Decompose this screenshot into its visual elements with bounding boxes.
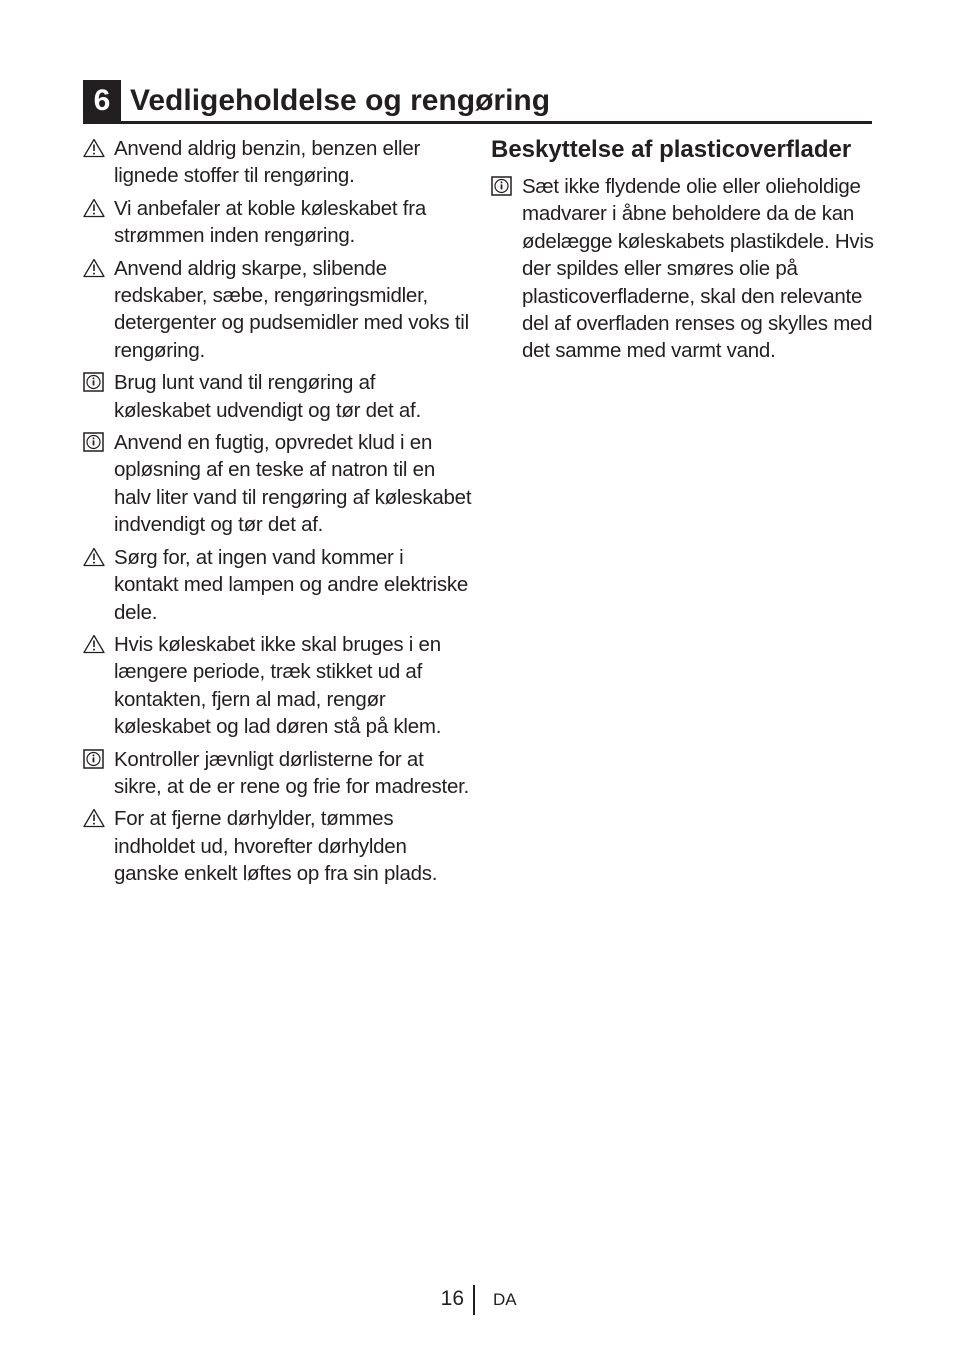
footer-divider — [473, 1285, 475, 1315]
list-item — [491, 173, 886, 365]
warning-icon — [83, 634, 105, 654]
item-text: Anvend en fugtig, opvredet klud i en opløsning af en teske af natron til en halv liter vand til rengøring af køleskabet indvendigt og tør det af. — [114, 431, 472, 537]
left-column — [83, 135, 473, 893]
item-text: Vi anbefaler at koble køleskabet fra strømmen inden rengøring. — [114, 196, 426, 248]
page-number: 16 — [440, 1287, 464, 1310]
list-item — [83, 429, 473, 539]
warning-icon — [83, 198, 105, 218]
item-text: Kontroller jævnligt dørlisterne for at sikre, at de er rene og frie for madrester. — [114, 747, 469, 798]
item-text: For at fjerne dørhylder, tømmes indholdet ud, hvorefter dørhylden ganske enkelt løftes op fra sin plads. — [114, 807, 438, 886]
item-text: Anvend aldrig benzin, benzen eller lignede stoffer til rengøring. — [114, 137, 421, 188]
item-text: Hvis køleskabet ikke skal bruges i en længere periode, træk stikket ud af kontakten, fjern al mad, rengør køleskabet og lad døren stå på klem. — [114, 632, 442, 739]
item-text: Sæt ikke flydende olie eller olieholdige madvarer i åbne beholdere da de kan ødelægge køleskabets plastikdele. Hvis der spildes eller smøres olie på plasticoverfladerne, skal den relevante del af overfladen renses og skylles med det samme med varmt vand. — [522, 175, 874, 363]
warning-icon — [83, 138, 105, 158]
page-footer — [0, 1285, 954, 1315]
warning-icon — [83, 258, 105, 278]
info-icon — [83, 372, 105, 392]
right-column — [491, 135, 886, 370]
list-item — [83, 631, 473, 741]
list-item — [83, 195, 473, 250]
warning-icon — [83, 808, 105, 828]
section-header — [83, 80, 872, 124]
item-text: Anvend aldrig skarpe, slibende redskaber, sæbe, rengøringsmidler, detergenter og pudsemidler med voks til rengøring. — [114, 256, 469, 362]
list-item — [83, 544, 473, 626]
info-icon — [83, 749, 105, 769]
list-item — [83, 746, 473, 801]
language-code: DA — [493, 1290, 517, 1309]
item-text: Brug lunt vand til rengøring af køleskabet udvendigt og tør det af. — [114, 371, 421, 422]
info-icon — [491, 176, 513, 196]
list-item — [83, 135, 473, 190]
warning-icon — [83, 547, 105, 567]
list-item — [83, 805, 473, 887]
sub-heading: Beskyttelse af plasticoverflader — [491, 136, 852, 163]
info-icon — [83, 432, 105, 452]
section-number: 6 — [83, 80, 121, 121]
list-item — [83, 255, 473, 365]
section-title: Vedligeholdelse og rengøring — [130, 84, 551, 117]
list-item — [83, 369, 473, 424]
item-text: Sørg for, at ingen vand kommer i kontakt med lampen og andre elektriske dele. — [114, 545, 469, 624]
